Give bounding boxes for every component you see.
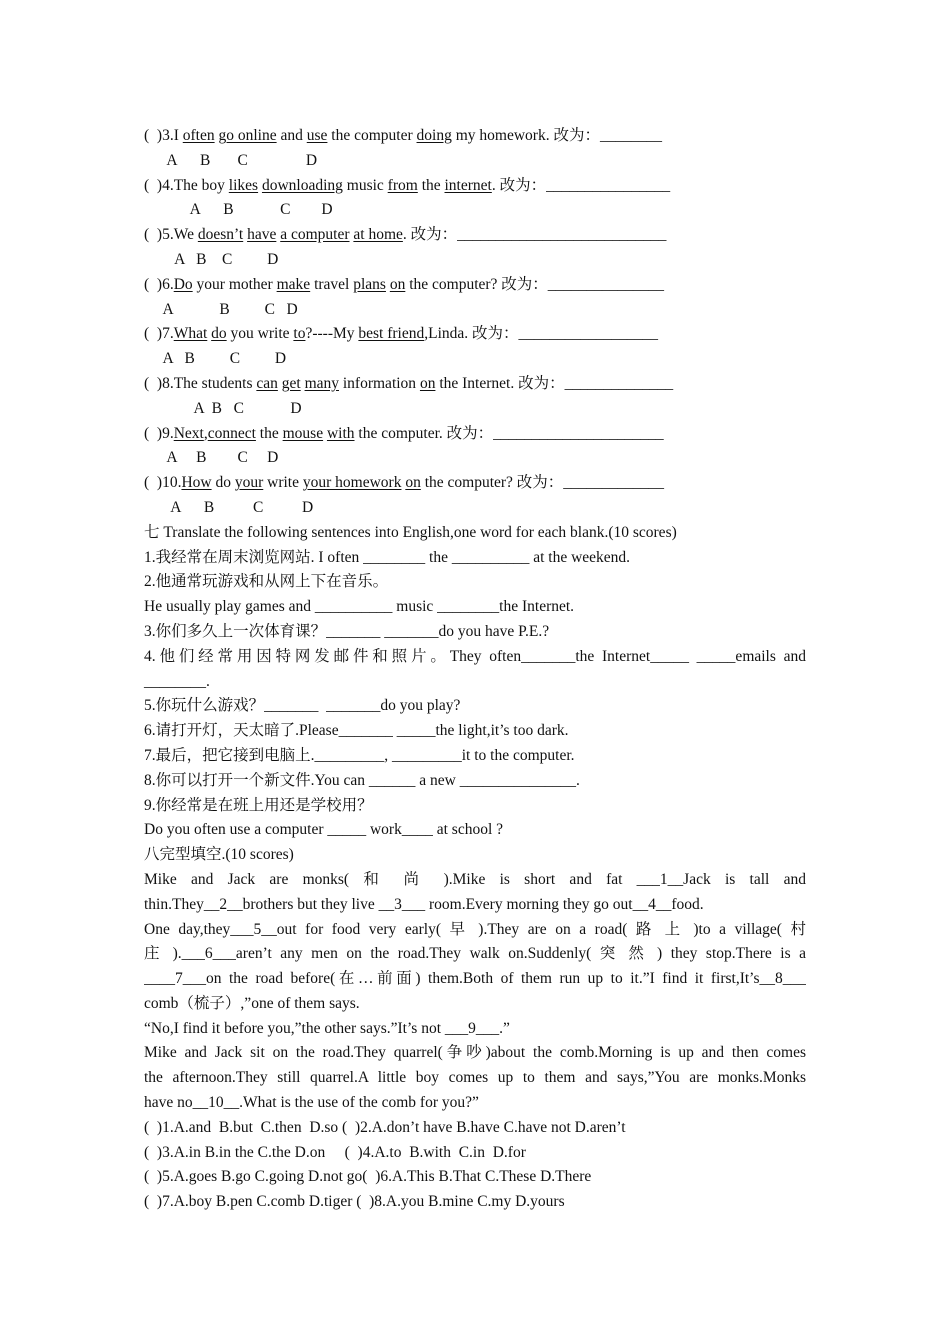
q3-option-c: use [306,127,328,144]
q10-option-d: on [405,474,421,492]
q7-text: ?----My [305,325,359,343]
cloze-passage-line: comb（梳子）,”one of them says. [144,994,360,1012]
q6-option-b: make [276,275,311,293]
translation-line: 7.最后，把它接到电脑上._________, _________it to the computer. [144,746,575,764]
q10-prefix: ( )10. [144,474,182,492]
translation-line: He usually play games and __________ music ________the Internet. [144,598,575,616]
section8-heading: 八完型填空.(10 scores) [144,846,294,864]
cloze-options: ( )1.A.and B.but C.then D.so ( )2.A.don’t have B.have C.have not D.aren’t [144,1118,626,1136]
question-9 [144,422,806,447]
translation-line: Do you often use a computer _____ work____ at school ? [144,821,504,839]
q10-option-b: your [234,474,264,492]
question-4 [144,174,806,199]
q5-correction: . 改为：___________________________ [402,226,667,244]
translation-line: 5.你玩什么游戏？_______ _______do you play? [144,697,461,715]
translation-line: 6.请打开灯，天太暗了.Please_______ _____the light,it’s too dark. [144,722,569,740]
q8-correction: the Internet. 改为：______________ [435,374,674,392]
q6-text: travel [310,275,354,293]
translation-line: 9.你经常是在班上用还是学校用？ [144,796,373,814]
section7-heading: 七 Translate the following sentences into English,one word for each blank.(10 scores) [144,523,677,541]
q7-text: you write [226,325,294,343]
q7-option-b: do [211,325,227,343]
q9-option-c: mouse [282,424,324,442]
q6-prefix: ( )6. [144,275,174,293]
q7-option-letters: A B C D [144,350,287,368]
translation-line: ________. [144,672,210,690]
question-3 [144,124,806,149]
q7-correction: ,Linda. 改为：__________________ [424,325,659,343]
worksheet-page [144,124,806,1215]
question-6 [144,273,806,298]
q6-option-letters: A B C D [144,300,298,318]
q6-correction: the computer? 改为：_______________ [405,275,665,293]
q3-option-a: often [182,127,215,144]
q10-option-a: How [181,474,212,492]
q5-option-c: a computer [280,226,350,244]
q3-option-d: doing [416,127,452,144]
q9-prefix: ( )9. [144,424,174,442]
cloze-passage-line: Mike and Jack sit on the road.They quarrel(争吵)about the comb.Morning is up and then comes [144,1044,806,1062]
cloze-options: ( )5.A.goes B.go C.going D.not go( )6.A.This B.That C.These D.There [144,1168,592,1186]
cloze-passage-line: One day,they___5__out for food very early( 早 ).They are on a road( 路 上 )to a village( 村 [144,920,806,938]
q9-option-d: with [326,424,355,442]
q8-option-c: many [304,374,339,392]
q3-option-b: go online [218,127,277,144]
cloze-options: ( )3.A.in B.in the C.the D.on ( )4.A.to B.with C.in D.for [144,1143,526,1161]
cloze-passage-line: Mike and Jack are monks( 和 尚 ).Mike is short and fat ___1__Jack is tall and [144,870,806,888]
q4-text: the [417,176,445,194]
q3-text: and [276,127,307,144]
q9-option-letters: A B C D [144,449,279,467]
q5-option-d: at home [353,226,403,244]
q4-correction: . 改为：________________ [491,176,671,194]
q9-option-a: Next [173,424,204,442]
question-8 [144,372,806,397]
q10-correction: the computer? 改为：_____________ [420,474,665,492]
q9-text: , [203,424,208,442]
q8-option-d: on [419,374,436,392]
q8-option-letters: A B C D [144,399,302,417]
q10-text: write [263,474,303,492]
q10-text: do [211,474,235,492]
q8-option-b: get [281,374,301,392]
question-10 [144,471,806,496]
q9-text: the [255,424,283,442]
q7-prefix: ( )7. [144,325,174,343]
q7-option-d: best friend [358,325,425,343]
cloze-passage-line: ____7___on the road before(在…前面) them.Both of them run up to it.”I find it first,It’s__8___ [144,970,806,988]
q5-option-b: have [247,226,277,244]
q4-text: music [342,176,388,194]
q6-option-d: on [389,275,406,293]
q3-prefix: ( )3.I [144,127,183,144]
question-7 [144,322,806,347]
q6-option-a: Do [173,275,193,293]
q10-option-letters: A B C D [144,498,314,516]
q8-prefix: ( )8.The students [144,374,257,392]
q6-option-c: plans [353,275,386,293]
q4-prefix: ( )4.The boy [144,176,229,194]
q9-correction: the computer. 改为：______________________ [354,424,664,442]
translation-line: 4.他们经常用因特网发邮件和照片。They often_______the Internet_____ _____emails and [144,647,806,665]
q6-text: your mother [192,275,277,293]
cloze-passage-line: the afternoon.They still quarrel.A little boy comes up to them and says,”You are monks.Monks [144,1069,806,1087]
translation-line: 3.你们多久上一次体育课？_______ _______do you have P.E.? [144,622,550,640]
cloze-options: ( )7.A.boy B.pen C.comb D.tiger ( )8.A.you B.mine C.my D.yours [144,1193,565,1211]
cloze-passage-line: 庄 ).___6___aren’t any men on the road.They walk on.Suddenly( 突 然 ) they stop.There is a [144,945,806,963]
q8-option-a: can [256,374,278,392]
q10-option-c: your homework [302,474,402,492]
q3-option-letters: A B C D [144,151,318,169]
translation-line: 8.你可以打开一个新文件.You can ______ a new _______________. [144,771,580,789]
q5-prefix: ( )5.We [144,226,198,244]
q3-correction: my homework. 改为：________ [451,127,662,144]
q9-option-b: connect [207,424,256,442]
q4-option-d: internet [444,176,492,194]
q8-text: information [339,374,420,392]
q7-option-a: What [173,325,208,343]
q4-option-letters: A B C D [144,201,333,219]
question-5 [144,223,806,248]
q4-option-b: downloading [261,176,343,194]
q5-option-a: doesn’t [197,226,244,244]
q5-option-letters: A B C D [144,250,279,268]
cloze-passage-line: “No,I find it before you,”the other says.”It’s not ___9___.” [144,1019,510,1037]
q4-option-c: from [387,176,418,194]
q7-option-c: to [293,325,306,343]
translation-line: 2.他通常玩游戏和从网上下在音乐。 [144,573,389,591]
q4-option-a: likes [228,176,259,194]
q3-text: the computer [327,127,417,144]
cloze-passage-line: thin.They__2__brothers but they live __3___ room.Every morning they go out__4__food. [144,895,704,913]
translation-line: 1.我经常在周末浏览网站. I often ________ the __________ at the weekend. [144,548,631,566]
cloze-passage-line: have no__10__.What is the use of the comb for you?” [144,1094,479,1112]
